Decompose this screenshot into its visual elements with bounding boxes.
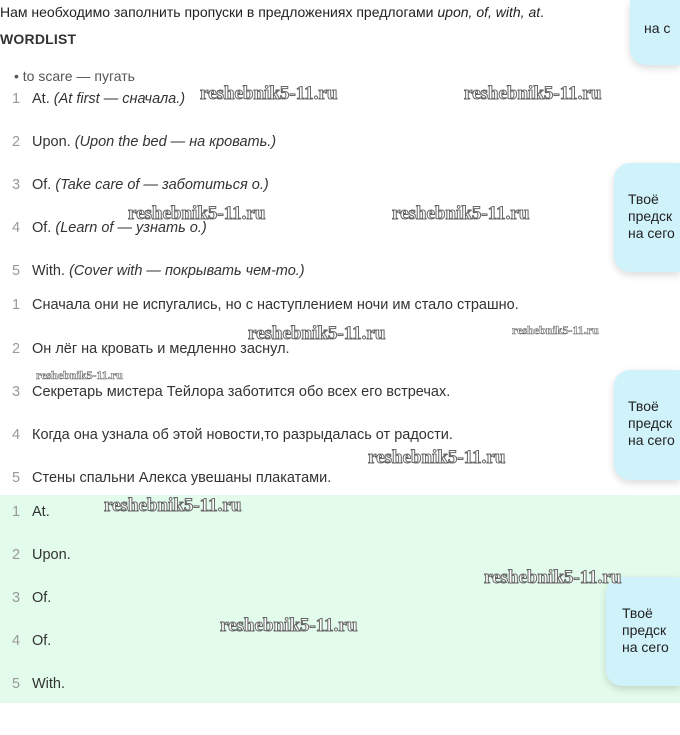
row-number: 5 (12, 263, 21, 279)
answer-note: (Take care of — заботиться о.) (55, 177, 269, 193)
promo-popup[interactable] (614, 370, 680, 480)
wordlist-item: • to scare — пугать (14, 68, 135, 84)
watermark: reshebnik5-11.ru (200, 83, 338, 104)
row-number: 5 (12, 470, 21, 486)
popup-text: предск (622, 622, 667, 638)
row-number: 1 (12, 297, 21, 313)
row-number: 4 (12, 427, 21, 443)
answers-section (0, 495, 680, 703)
popup-text: предск (628, 415, 673, 431)
row-number: 3 (12, 590, 21, 606)
translation-text: Он лёг на кровать и медленно заснул. (32, 341, 290, 357)
answer-text: Of. (32, 590, 52, 606)
row-number: 4 (12, 633, 21, 649)
intro-end: . (540, 4, 545, 20)
answer-note: (Cover with — покрывать чем-то.) (69, 263, 305, 279)
popup-text: предск (628, 208, 673, 224)
translation-row (12, 470, 331, 486)
watermark: reshebnik5-11.ru (220, 615, 358, 636)
translation-text: Когда она узнала об этой новости,то разрыдалась от радости. (32, 427, 453, 443)
translation-text: Секретарь мистера Тейлора заботится обо всех его встречах. (32, 384, 451, 400)
popup-text: Твоё (628, 191, 659, 207)
promo-popup[interactable] (606, 577, 680, 686)
short-answer-row (12, 547, 71, 563)
translation-row (12, 297, 519, 313)
answer-text: Upon. (32, 134, 71, 150)
watermark: reshebnik5-11.ru (512, 323, 599, 337)
watermark: reshebnik5-11.ru (128, 203, 266, 224)
intro-main: Нам необходимо заполнить пропуски в предложениях предлогами (0, 4, 438, 20)
answer-row (12, 177, 269, 193)
row-number: 1 (12, 91, 21, 107)
answer-note: (At first — сначала.) (53, 91, 186, 107)
answer-text: With. (32, 676, 66, 692)
translation-row (12, 427, 453, 443)
answer-note: (Upon the bed — на кровать.) (74, 134, 277, 150)
watermark: reshebnik5-11.ru (36, 368, 123, 382)
answer-text: Upon. (32, 547, 71, 563)
answer-row (12, 263, 305, 279)
popup-text: Твоё (622, 605, 653, 621)
answer-text: At. (32, 504, 50, 520)
answer-text: Of. (32, 177, 52, 193)
popup-text: на сего (628, 432, 675, 448)
watermark: reshebnik5-11.ru (464, 83, 602, 104)
row-number: 4 (12, 220, 21, 236)
answer-note: (Learn of — узнать о.) (55, 220, 207, 236)
wordlist-text: to scare — пугать (22, 68, 135, 84)
popup-text: на с (644, 20, 671, 36)
answer-text: With. (32, 263, 66, 279)
answer-text: Of. (32, 633, 52, 649)
answer-text: Of. (32, 220, 52, 236)
short-answer-row (12, 633, 51, 649)
answer-row (12, 134, 276, 150)
short-answer-row (12, 504, 50, 520)
watermark: reshebnik5-11.ru (104, 495, 242, 516)
watermark: reshebnik5-11.ru (368, 447, 506, 468)
popup-text: Твоё (628, 398, 659, 414)
promo-popup[interactable] (614, 163, 680, 272)
row-number: 3 (12, 384, 21, 400)
row-number: 2 (12, 547, 21, 563)
popup-text: на сего (628, 225, 675, 241)
row-number: 2 (12, 134, 21, 150)
intro-prepositions: upon, of, with, at (437, 4, 541, 20)
translation-row (12, 384, 450, 400)
row-number: 2 (12, 341, 21, 357)
promo-popup[interactable] (630, 0, 680, 65)
watermark: reshebnik5-11.ru (392, 203, 530, 224)
row-number: 5 (12, 676, 21, 692)
row-number: 3 (12, 177, 21, 193)
answer-text: At. (32, 91, 50, 107)
translation-text: Сначала они не испугались, но с наступлением ночи им стало страшно. (32, 297, 519, 313)
popup-text: на сего (622, 639, 669, 655)
intro-text (0, 4, 544, 20)
watermark: reshebnik5-11.ru (484, 567, 622, 588)
row-number: 1 (12, 504, 21, 520)
watermark: reshebnik5-11.ru (248, 323, 386, 344)
wordlist-heading: WORDLIST (0, 31, 77, 47)
short-answer-row (12, 590, 51, 606)
translation-text: Стены спальни Алекса увешаны плакатами. (32, 470, 332, 486)
answer-row (12, 91, 185, 107)
short-answer-row (12, 676, 65, 692)
